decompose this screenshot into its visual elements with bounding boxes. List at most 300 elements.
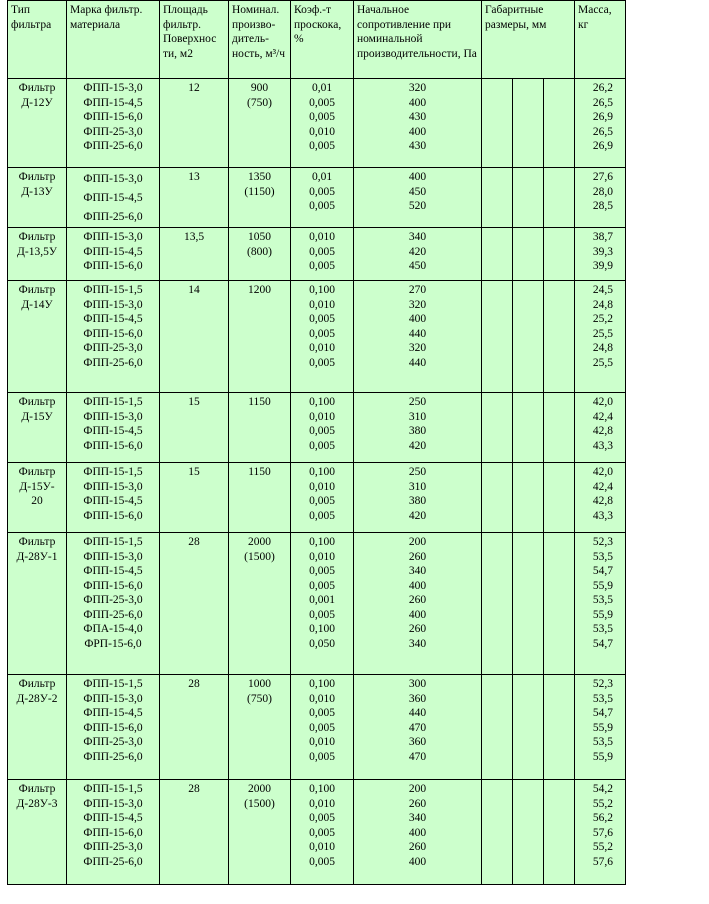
material-cell-value: ФПП-25-3,0 [83,342,143,354]
capacity-cell [229,168,291,228]
material-cell-value: ФПП-15-4,5 [83,707,143,719]
coef-cell-value: 0,005 [309,608,335,621]
coef-cell-value: 0,005 [309,260,335,272]
table-row [8,79,626,168]
resistance-cell-value: 420 [408,439,427,452]
dimension-cell [544,675,575,780]
table-row [8,281,626,393]
material-cell-value: ФПП-15-3,0 [83,797,143,810]
resistance-cell-value: 400 [408,313,427,325]
mass-cell-value: 42,8 [592,495,613,507]
capacity-cell-value: 1050 [248,231,271,243]
mass-cell-value: 25,5 [592,356,613,369]
header-mass: Масса, кг [575,1,626,79]
material-cell-value: ФПП-15-4,5 [83,565,143,577]
dimension-cell [482,463,513,533]
mass-cell-value: 42,4 [592,480,613,493]
capacity-cell-value: 1150 [248,466,271,478]
mass-cell-value: 26,5 [592,96,613,109]
resistance-cell [354,228,482,281]
material-cell-value: ФПП-15-6,0 [83,439,143,452]
material-cell-value: ФПП-15-4,5 [83,96,143,109]
resistance-cell-value: 260 [408,841,427,853]
resistance-cell-value: 400 [408,125,427,138]
resistance-cell-value: 200 [408,536,427,548]
mass-cell [575,463,626,533]
dimension-cell [513,393,544,463]
header-capacity-text: Номинал. произво-дитель-ность, м³/ч [232,4,286,60]
resistance-cell-value: 340 [408,637,427,650]
coef-cell [291,393,354,463]
capacity-cell-value: (1500) [244,797,275,810]
material-cell-value: ФПП-25-6,0 [83,750,143,763]
coef-cell-value: 0,005 [309,509,335,522]
coef-cell-value: 0,005 [309,185,335,198]
filter-spec-table [7,0,626,885]
area-cell [160,780,229,885]
mass-cell [575,780,626,885]
material-cell-value: ФПП-15-3,0 [83,410,143,423]
material-cell-value: ФПП-15-6,0 [83,327,143,340]
mass-cell-value: 42,8 [592,425,613,437]
mass-cell-value: 28,5 [592,200,613,212]
coef-cell [291,780,354,885]
capacity-cell-value: 2000 [248,536,271,548]
table-row [8,168,626,228]
dimension-cell [513,533,544,675]
mass-cell-value: 53,5 [592,692,613,705]
mass-cell-value: 38,7 [592,231,613,243]
coef-cell-value: 0,010 [309,692,335,705]
filter-type-cell [8,228,67,281]
filter-type-cell-value: Фильтр [18,678,56,690]
header-type: Тип фильтра [8,1,67,79]
resistance-cell-value: 400 [408,96,427,109]
material-cell-value: ФПП-15-6,0 [83,509,143,522]
material-cell-value: ФПП-15-3,0 [83,480,143,493]
capacity-cell-value: 1350 [248,171,271,183]
resistance-cell [354,675,482,780]
capacity-cell [229,393,291,463]
coef-cell-value: 0,005 [309,111,335,123]
mass-cell [575,168,626,228]
mass-cell-value: 54,7 [592,707,613,719]
area-cell-value: 15 [188,466,200,478]
material-cell-value: ФПП-25-6,0 [83,140,143,152]
header-area: Площадь фильтр. Поверхнос ти, м2 [160,1,229,79]
coef-cell [291,533,354,675]
dimension-cell [544,780,575,885]
header-dimensions: Габаритные размеры, мм [482,1,575,79]
mass-cell-value: 53,5 [592,623,613,635]
filter-type-cell-value: Д-13У [21,185,53,198]
coef-cell [291,675,354,780]
mass-cell-value: 43,3 [592,509,613,522]
filter-type-cell-value: Д-12У [21,96,53,109]
capacity-cell [229,675,291,780]
area-cell-value: 28 [188,783,200,795]
dimension-cell [482,168,513,228]
filter-type-cell-value: Фильтр [18,171,56,183]
resistance-cell-value: 520 [408,200,427,212]
coef-cell-value: 0,010 [309,231,335,243]
dimension-cell [513,79,544,168]
filter-type-cell [8,675,67,780]
resistance-cell-value: 310 [408,480,427,493]
mass-cell-value: 56,2 [592,812,613,824]
resistance-cell-value: 340 [408,565,427,577]
resistance-cell-value: 340 [408,231,427,243]
material-cell-value: ФРП-15-6,0 [84,637,142,650]
coef-cell-value: 0,005 [309,327,335,340]
mass-cell-value: 42,4 [592,410,613,423]
mass-cell-value: 57,6 [592,855,613,868]
mass-cell [575,533,626,675]
material-cell-value: ФПП-15-1,5 [83,284,143,296]
material-cell-value: ФПП-15-1,5 [83,536,143,548]
material-cell-value: ФПП-15-4,5 [83,313,143,325]
resistance-cell-value: 270 [408,284,427,296]
material-cell-value: ФПП-15-3,0 [83,550,143,563]
mass-cell-value: 39,3 [592,245,613,258]
capacity-cell-value: 1150 [248,396,271,408]
mass-cell-value: 42,0 [592,396,613,408]
capacity-cell-value: 2000 [248,783,271,795]
capacity-cell-value: 1000 [248,678,271,690]
filter-type-cell-value: Д-15У [21,410,53,423]
mass-cell-value: 27,6 [592,171,613,183]
area-cell-value: 13 [188,171,200,183]
table-row [8,780,626,885]
mass-cell-value: 55,9 [592,721,613,734]
dimension-cell [544,533,575,675]
capacity-cell-value: 1200 [248,284,271,296]
material-cell [67,281,160,393]
resistance-cell-value: 260 [408,623,427,635]
resistance-cell-value: 320 [408,298,427,311]
dimension-cell [513,780,544,885]
header-material: Марка фильтр. материала [67,1,160,79]
table-body [8,79,626,885]
filter-type-cell [8,780,67,885]
coef-cell-value: 0,001 [309,594,335,606]
resistance-cell-value: 420 [408,509,427,522]
dimension-cell [513,168,544,228]
table-row [8,463,626,533]
coef-cell-value: 0,005 [309,140,335,152]
table-row [8,675,626,780]
coef-cell-value: 0,005 [309,200,335,212]
mass-cell-value: 55,2 [592,797,613,810]
resistance-cell-value: 250 [408,466,427,478]
coef-cell-value: 0,010 [309,298,335,311]
resistance-cell-value: 200 [408,783,427,795]
filter-type-cell-value: Фильтр [18,82,56,94]
coef-cell-value: 0,100 [309,536,335,548]
capacity-cell-value: (800) [247,245,272,258]
coef-cell-value: 0,010 [309,550,335,563]
material-cell-value: ФПП-15-3,0 [83,692,143,705]
dimension-cell [544,79,575,168]
mass-cell-value: 55,2 [592,841,613,853]
capacity-cell [229,463,291,533]
capacity-cell-value: 900 [250,82,269,94]
area-cell-value: 28 [188,678,200,690]
coef-cell-value: 0,005 [309,826,335,839]
filter-type-cell-value: Фильтр [18,231,56,243]
material-cell [67,168,160,228]
resistance-cell [354,463,482,533]
resistance-cell-value: 440 [408,356,427,369]
resistance-cell-value: 340 [408,812,427,824]
filter-type-cell-value: Фильтр [18,396,56,408]
table-row [8,393,626,463]
mass-cell-value: 52,3 [592,678,613,690]
area-cell-value: 15 [188,396,200,408]
material-cell-value: ФПП-15-6,0 [83,826,143,839]
mass-cell-value: 53,5 [592,736,613,748]
material-cell-value: ФПП-15-1,5 [83,466,143,478]
dimension-cell [544,463,575,533]
capacity-cell [229,533,291,675]
filter-type-cell-value: Фильтр [18,783,56,795]
resistance-cell-value: 440 [408,707,427,719]
table-row [8,533,626,675]
capacity-cell-value: (1150) [244,185,275,198]
mass-cell-value: 55,9 [592,608,613,621]
coef-cell-value: 0,005 [309,721,335,734]
resistance-cell-value: 450 [408,185,427,198]
dimension-cell [513,281,544,393]
material-cell [67,533,160,675]
material-cell-value: ФПП-15-4,5 [83,245,143,258]
material-cell-value: ФПП-15-4,5 [83,812,143,824]
coef-cell [291,463,354,533]
area-cell-value: 12 [188,82,200,94]
mass-cell-value: 54,2 [592,783,613,795]
mass-cell [575,393,626,463]
resistance-cell-value: 400 [408,826,427,839]
resistance-cell-value: 250 [408,396,427,408]
filter-type-cell [8,79,67,168]
material-cell-value: ФПП-15-3,0 [83,82,143,94]
resistance-cell-value: 260 [408,594,427,606]
coef-cell-value: 0,010 [309,410,335,423]
mass-cell-value: 55,9 [592,750,613,763]
resistance-cell-value: 320 [408,82,427,94]
coef-cell-value: 0,01 [311,171,333,183]
material-cell-value: ФПП-15-1,5 [83,396,143,408]
mass-cell-value: 42,0 [592,466,613,478]
resistance-cell [354,79,482,168]
mass-cell-value: 52,3 [592,536,613,548]
material-cell-value: ФПП-15-4,5 [83,192,143,204]
mass-cell-value: 25,5 [592,327,613,340]
resistance-cell-value: 430 [408,140,427,152]
dimension-cell [544,393,575,463]
coef-cell-value: 0,005 [309,313,335,325]
filter-type-cell-value: Фильтр [18,466,56,478]
capacity-cell [229,281,291,393]
material-cell [67,463,160,533]
capacity-cell [229,79,291,168]
coef-cell-value: 0,100 [309,396,335,408]
resistance-cell-value: 320 [408,342,427,354]
capacity-cell-value: (750) [247,692,272,705]
dimension-cell [482,79,513,168]
material-cell-value: ФПП-25-3,0 [83,125,143,138]
coef-cell-value: 0,100 [309,466,335,478]
dimension-cell [482,281,513,393]
material-cell-value: ФПП-25-3,0 [83,736,143,748]
dimension-cell [544,228,575,281]
material-cell-value: ФПП-15-4,5 [83,425,143,437]
coef-cell-value: 0,005 [309,439,335,452]
material-cell-value: ФПП-25-6,0 [83,608,143,621]
material-cell-value: ФПП-15-1,5 [83,783,143,795]
material-cell-value: ФПП-15-3,0 [83,298,143,311]
coef-cell-value: 0,005 [309,565,335,577]
coef-cell-value: 0,005 [309,425,335,437]
area-cell [160,463,229,533]
coef-cell-value: 0,005 [309,245,335,258]
coef-cell-value: 0,100 [309,783,335,795]
coef-cell-value: 0,005 [309,96,335,109]
resistance-cell [354,281,482,393]
resistance-cell-value: 470 [408,721,427,734]
coef-cell [291,168,354,228]
filter-type-cell-value: Д-28У-3 [16,797,58,810]
mass-cell-value: 53,5 [592,550,613,563]
resistance-cell [354,393,482,463]
mass-cell-value: 24,8 [592,342,613,354]
mass-cell-value: 54,7 [592,637,613,650]
coef-cell-value: 0,010 [309,797,335,810]
mass-cell-value: 57,6 [592,826,613,839]
filter-type-cell [8,533,67,675]
resistance-cell-value: 310 [408,410,427,423]
material-cell-value: ФПП-15-6,0 [83,111,143,123]
area-cell [160,168,229,228]
resistance-cell-value: 450 [408,260,427,272]
coef-cell-value: 0,005 [309,356,335,369]
area-cell-value: 28 [188,536,200,548]
resistance-cell-value: 260 [408,550,427,563]
mass-cell-value: 54,7 [592,565,613,577]
header-row [8,1,626,79]
filter-type-cell-value: 20 [31,495,43,507]
filter-type-cell [8,393,67,463]
coef-cell-value: 0,005 [309,707,335,719]
coef-cell-value: 0,100 [309,284,335,296]
material-cell-value: ФПП-25-3,0 [83,594,143,606]
filter-type-cell-value: Д-13,5У [17,245,57,258]
area-cell [160,281,229,393]
area-cell [160,228,229,281]
coef-cell-value: 0,010 [309,736,335,748]
resistance-cell-value: 470 [408,750,427,763]
coef-cell-value: 0,100 [309,623,335,635]
header-capacity [229,1,291,79]
coef-cell-value: 0,010 [309,841,335,853]
dimension-cell [544,168,575,228]
resistance-cell [354,780,482,885]
resistance-cell-value: 400 [408,171,427,183]
resistance-cell-value: 400 [408,855,427,868]
header-resistance: Начальное сопротивление при номинальной производительности, Па [354,1,482,79]
capacity-cell-value: (1500) [244,550,275,563]
resistance-cell-value: 300 [408,678,427,690]
mass-cell-value: 43,3 [592,439,613,452]
material-cell-value: ФПП-15-6,0 [83,579,143,592]
coef-cell-value: 0,005 [309,812,335,824]
material-cell-value: ФПП-15-3,0 [83,173,143,185]
mass-cell-value: 24,8 [592,298,613,311]
mass-cell-value: 53,5 [592,594,613,606]
filter-type-cell [8,463,67,533]
area-cell [160,533,229,675]
material-cell-value: ФПП-25-6,0 [83,356,143,369]
mass-cell-value: 25,2 [592,313,613,325]
mass-cell-value: 26,9 [592,111,613,123]
resistance-cell-value: 440 [408,327,427,340]
material-cell-value: ФПП-15-6,0 [83,721,143,734]
filter-type-cell [8,281,67,393]
material-cell-value: ФПП-25-3,0 [83,841,143,853]
filter-type-cell-value: Д-28У-2 [16,692,58,705]
header-coef: Коэф.-т проскока, % [291,1,354,79]
mass-cell-value: 26,5 [592,125,613,138]
dimension-cell [513,675,544,780]
resistance-cell-value: 400 [408,608,427,621]
coef-cell [291,281,354,393]
material-cell-value: ФПП-15-4,5 [83,495,143,507]
filter-type-cell-value: Фильтр [18,284,56,296]
resistance-cell [354,533,482,675]
dimension-cell [513,463,544,533]
material-cell [67,228,160,281]
material-cell [67,79,160,168]
coef-cell-value: 0,050 [309,637,335,650]
table-row [8,228,626,281]
resistance-cell-value: 360 [408,736,427,748]
dimension-cell [482,228,513,281]
mass-cell-value: 28,0 [592,185,613,198]
material-cell-value: ФПА-15-4,0 [83,623,143,635]
filter-type-cell-value: Д-15У- [19,480,55,493]
resistance-cell-value: 420 [408,245,427,258]
material-cell-value: ФПП-25-6,0 [83,855,143,868]
mass-cell-value: 39,9 [592,260,613,272]
coef-cell [291,79,354,168]
resistance-cell-value: 380 [408,495,427,507]
coef-cell-value: 0,010 [309,125,335,138]
coef-cell-value: 0,010 [309,342,335,354]
filter-type-cell [8,168,67,228]
filter-type-cell-value: Д-14У [21,298,53,311]
mass-cell [575,79,626,168]
dimension-cell [544,281,575,393]
material-cell [67,393,160,463]
material-cell-value: ФПП-15-6,0 [83,260,143,272]
mass-cell [575,281,626,393]
coef-cell-value: 0,005 [309,855,335,868]
dimension-cell [482,533,513,675]
area-cell [160,79,229,168]
area-cell [160,393,229,463]
dimension-cell [482,675,513,780]
resistance-cell-value: 360 [408,692,427,705]
